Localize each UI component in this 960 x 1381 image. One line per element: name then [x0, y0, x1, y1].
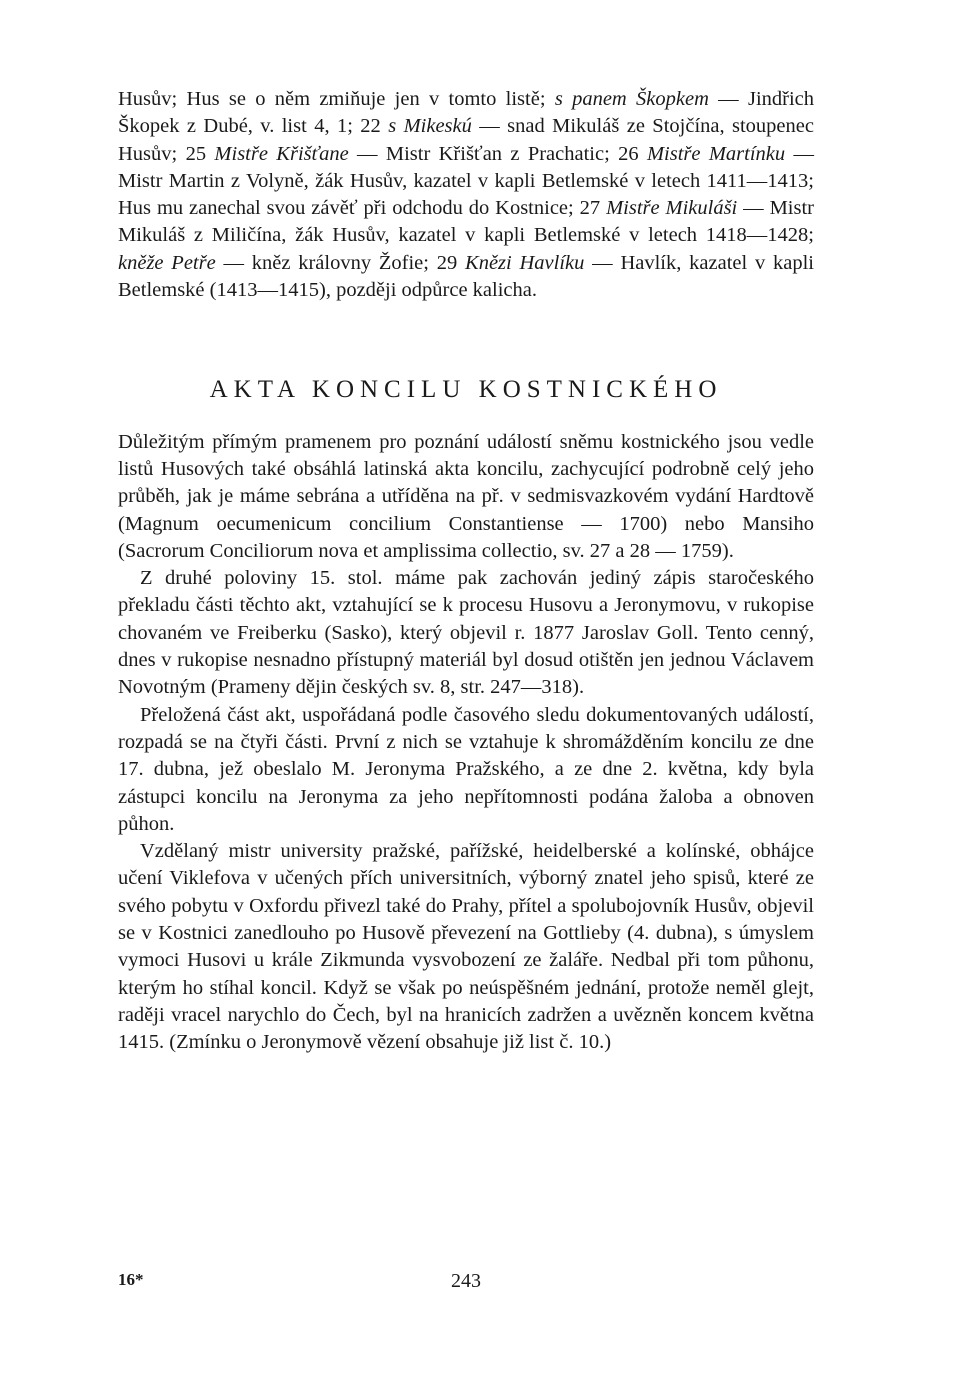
note-text: — Havlík, kazatel v kapli Betlemské (1413—1415), později odpůrce kalicha.	[118, 251, 814, 302]
note-text: — kněz královny Žofie; 29	[215, 251, 466, 274]
page-number: 243	[451, 1270, 481, 1292]
note-text: Husův; Hus se o něm zmiňuje jen v tomto listě;	[118, 88, 555, 110]
note-text: — Mistr Martin z Volyně, žák Husův, kazatel v kapli Betlemské v letech 1411—1413; Hus mu zanechal svou závěť při odchodu do Kostnice; 27	[118, 142, 814, 220]
note-term: Knězi Havlíku	[465, 251, 585, 274]
paragraph-2: Z druhé poloviny 15. stol. máme pak zachován jediný zápis staročeského překladu části těchto akt, vztahující se k procesu Husovu a Jeronymovu, v rukopise chovaném ve Freiberku (Sasko), který objevil r. 1877 Jaroslav Goll. Tento cenný, dnes v rukopise nesnadno přístupný materiál byl dosud otištěn jen jednou Václavem Novotným (Prameny dějin českých sv. 8, str. 247—318).	[118, 567, 814, 699]
section-heading: AKTA KONCILU KOSTNICKÉHO	[209, 376, 723, 404]
note-term: s panem Škopkem	[554, 88, 709, 110]
page-body	[118, 86, 814, 1057]
note-text: — snad Mikuláš ze Stojčína, stoupenec Husův; 25	[118, 115, 814, 165]
note-term: Mistře Martínku	[646, 142, 786, 165]
paragraph-4: Vzdělaný mistr university pražské, pařížské, heidelberské a kolínské, obhájce učení Viklefova v učených přích universitních, výborný znatel jeho spisů, které ze svého pobytu v Oxfordu přivezl také do Prahy, přítel a spolubojovník Husův, objevil se v Kostnici zanedlouho po Husově převezení na Gottlieby (4. dubna), s úmyslem vymoci Husovi u krále Zikmunda vysvobození ze žaláře. Nedbal při tom půhonu, kterým ho stíhal koncil. Když se však po neúspěšném jednání, protože neměl glejt, raději vracel narychlo do Čech, byl na hranicích zadržen a uvězněn koncem května 1415. (Zmínku o Jeronymově vězení obsahuje již list č. 10.)	[118, 840, 814, 1054]
footnote-block	[118, 86, 814, 304]
note-text: — Mistr Mikuláš z Miličína, žák Husův, kazatel v kapli Betlemské v letech 1418—1428;	[118, 197, 815, 247]
note-term: s Mikeskú	[388, 115, 472, 138]
note-text: — Jindřich Škopek z Dubé, v. list 4, 1; 22	[118, 88, 815, 138]
sheet-signature: 16*	[118, 1270, 144, 1289]
section-body	[118, 429, 814, 1057]
page-footer	[118, 1270, 814, 1300]
paragraph-1: Důležitým přímým pramenem pro poznání událostí sněmu kostnického jsou vedle listů Husových také obsáhlá latinská akta koncilu, zachycující podrobně celý jeho průběh, jak je máme sebrána a utříděna na př. v sedmisvazkovém vydání Hardtově (Magnum oecumenicum concilium Constantiense — 1700) nebo Mansiho (Sacrorum Conciliorum nova et amplissima collectio, sv. 27 a 28 — 1759).	[118, 430, 814, 562]
note-text: — Mistr Křišťan z Prachatic; 26	[348, 142, 647, 165]
paragraph-3: Přeložená část akt, uspořádaná podle časového sledu dokumentovaných událostí, rozpadá se na čtyři části. První z nich se vztahuje k shromážděním koncilu ze dne 17. dubna, jež obeslalo M. Jeronyma Pražského, a ze dne 2. května, kdy byla zástupci koncilu na Jeronyma za jeho nepřítomnosti podána žaloba a obnoven půhon.	[118, 703, 814, 835]
note-term: Mistře Mikuláši	[606, 197, 738, 220]
note-term: kněže Petře	[118, 251, 216, 274]
note-term: Mistře Křišťane	[214, 142, 349, 165]
